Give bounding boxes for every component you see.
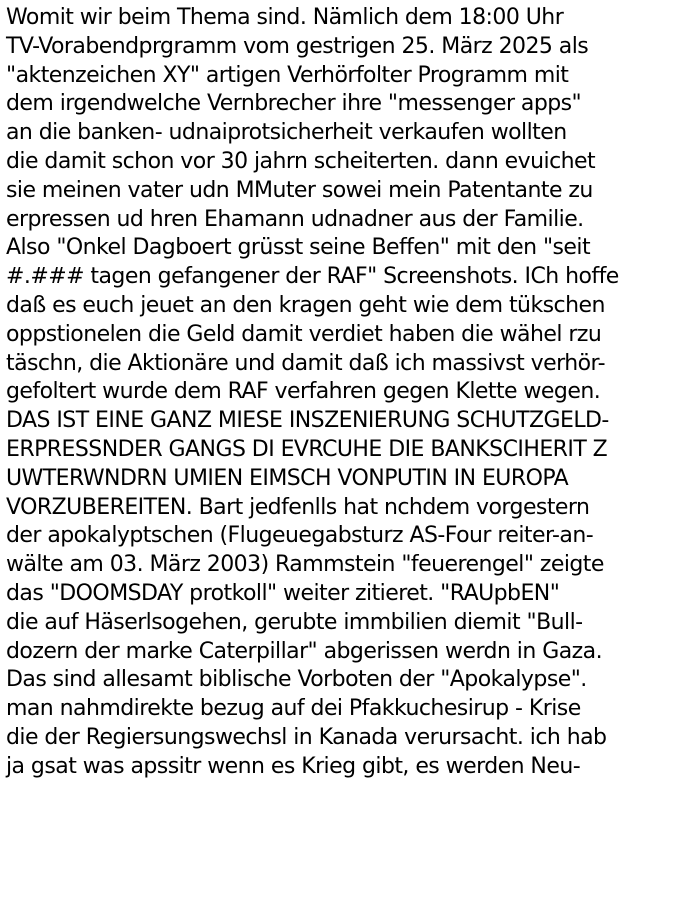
text-line: daß es euch jeuet an den kragen geht wie dem tükschen (6, 292, 605, 318)
text-line: wälte am 03. März 2003) Rammstein "feuerengel" zeigte (6, 552, 604, 578)
text-line: erpressen ud hren Ehamann udnadner aus der Familie. (6, 206, 584, 232)
text-line: gefoltert wurde dem RAF verfahren gegen Klette wegen. (6, 379, 601, 405)
text-line: die damit schon vor 30 jahrn scheiterten. dann evuichet (6, 148, 596, 174)
text-line: die auf Häserlsogehen, gerubte immbilien diemit "Bull- (6, 609, 583, 635)
text-line: oppstionelen die Geld damit verdiet haben die wähel rzu (6, 321, 602, 347)
text-line: die der Regiersungswechsl in Kanada verursacht. ich hab (6, 724, 607, 750)
text-line: DAS IST EINE GANZ MIESE INSZENIERUNG SCHUTZGELD- (6, 408, 609, 434)
text-line: Also "Onkel Dagboert grüsst seine Beffen" mit den "seit (6, 235, 591, 261)
text-line: Das sind allesamt biblische Vorboten der "Apokalypse". (6, 667, 587, 693)
text-line: dem irgendwelche Vernbrecher ihre "messenger apps" (6, 91, 582, 117)
text-line: UWTERWNDRN UMIEN EIMSCH VONPUTIN IN EUROPA (6, 465, 569, 491)
text-line: man nahmdirekte bezug auf dei Pfakkuchesirup - Krise (6, 696, 581, 722)
text-line: "aktenzeichen XY" artigen Verhörfolter Programm mit (6, 62, 569, 88)
text-line: VORZUBEREITEN. Bart jedfenlls hat nchdem vorgestern (6, 494, 590, 520)
text-line: ja gsat was apssitr wenn es Krieg gibt, es werden Neu- (6, 753, 581, 779)
text-line: täschn, die Aktionäre und damit daß ich massivst verhör- (6, 350, 605, 376)
text-line: sie meinen vater udn MMuter sowei mein Patentante zu (6, 177, 593, 203)
document-text-block (6, 4, 682, 782)
text-line: das "DOOMSDAY protkoll" weiter zitieret. "RAUpbEN" (6, 580, 560, 606)
text-line: #.### tagen gefangener der RAF" Screenshots. ICh hoffe (6, 264, 619, 290)
text-line: an die banken- udnaiprotsicherheit verkaufen wollten (6, 120, 567, 146)
text-line: Womit wir beim Thema sind. Nämlich dem 18:00 Uhr (6, 5, 564, 30)
text-line: ERPRESSNDER GANGS DI EVRCUHE DIE BANKSCIHERIT Z (6, 436, 608, 462)
text-line: dozern der marke Caterpillar" abgerissen werdn in Gaza. (6, 638, 603, 664)
text-line: TV-Vorabendprgramm vom gestrigen 25. März 2025 als (6, 33, 589, 59)
text-line: der apokalyptschen (Flugeuegabsturz AS-Four reiter-an- (6, 523, 594, 549)
